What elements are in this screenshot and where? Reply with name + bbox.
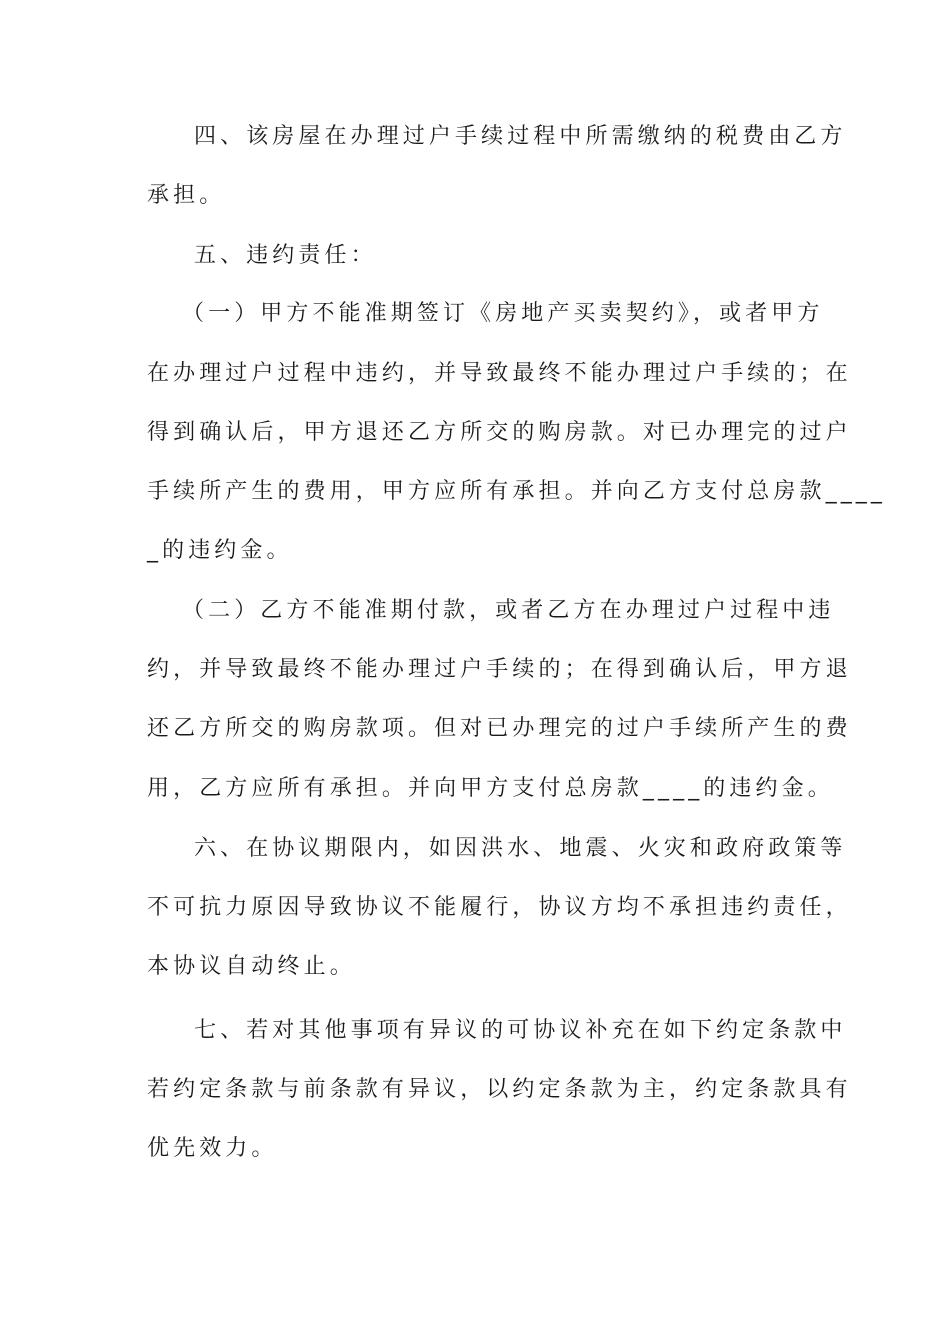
text-line: （一）甲方不能准期签订《房地产买卖契约》，或者甲方 xyxy=(182,301,824,326)
text-line: 承担。 xyxy=(147,183,226,208)
text-line: 约，并导致最终不能办理过户手续的；在得到确认后，甲方退 xyxy=(147,657,852,682)
text-line: 得到确认后，甲方退还乙方所交的购房款。对已办理完的过户 xyxy=(147,420,852,445)
text-line: 本协议自动终止。 xyxy=(147,954,356,979)
text-line: 七、若对其他事项有异议的可协议补充在如下约定条款中 xyxy=(194,1018,847,1043)
text-line: _的违约金。 xyxy=(147,538,293,563)
text-line: 若约定条款与前条款有异议，以约定条款为主，约定条款具有 xyxy=(147,1077,852,1102)
text-line: 六、在协议期限内，如因洪水、地震、火灾和政府政策等 xyxy=(194,836,847,861)
text-line: 在办理过户过程中违约，并导致最终不能办理过户手续的；在 xyxy=(147,361,852,386)
text-line: （二）乙方不能准期付款，或者乙方在办理过户过程中违 xyxy=(182,598,835,623)
text-line: 四、该房屋在办理过户手续过程中所需缴纳的税费由乙方 xyxy=(194,124,847,149)
text-line: 手续所产生的费用，甲方应所有承担。并向乙方支付总房款____ xyxy=(147,479,887,504)
text-line: 还乙方所交的购房款项。但对已办理完的过户手续所产生的费 xyxy=(147,716,852,741)
text-line: 不可抗力原因导致协议不能履行，协议方均不承担违约责任， xyxy=(147,895,852,920)
text-line: 用，乙方应所有承担。并向甲方支付总房款____的违约金。 xyxy=(147,776,834,801)
text-line: 五、违约责任： xyxy=(194,243,377,268)
text-line: 优先效力。 xyxy=(147,1136,278,1161)
